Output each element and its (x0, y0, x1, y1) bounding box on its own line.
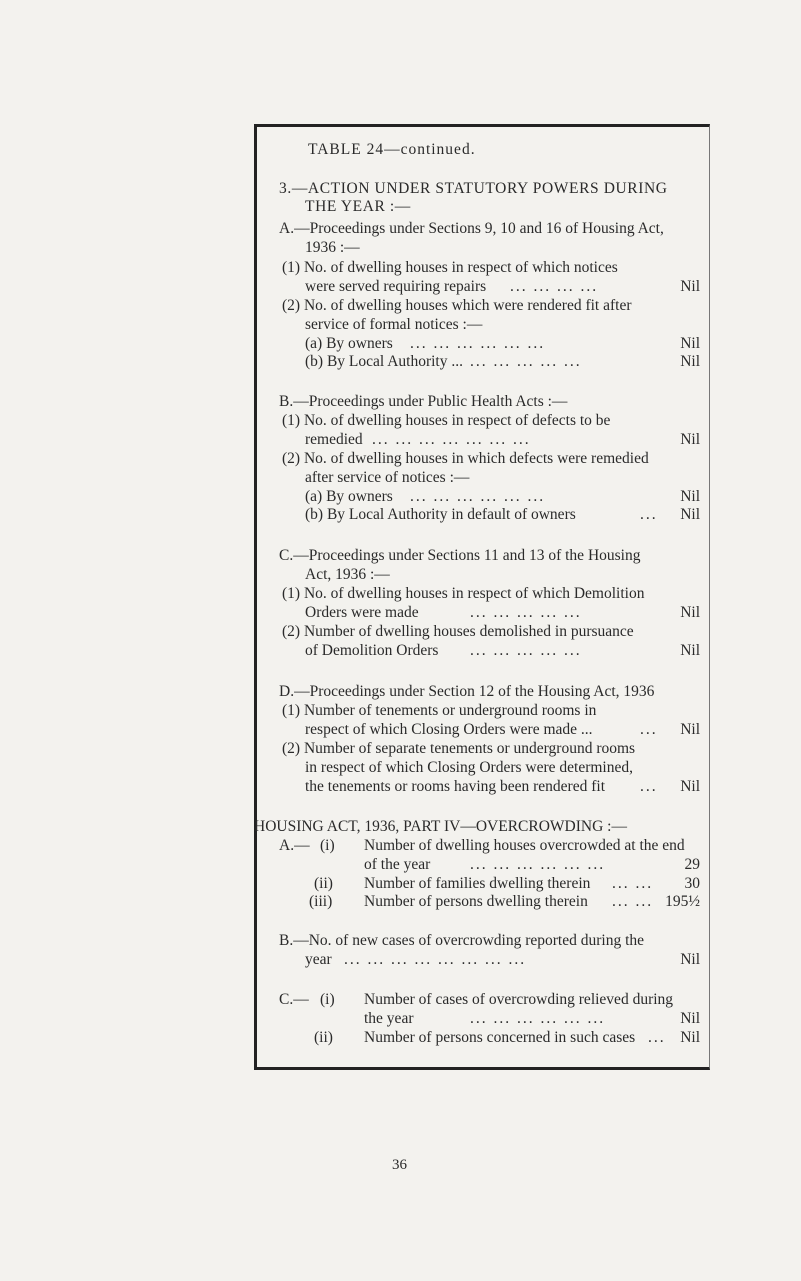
housing-b-value: Nil (680, 951, 700, 968)
a-item-2-line-2: service of formal notices :— (305, 316, 483, 333)
housing-a-label: A.— (279, 837, 310, 854)
leader-dots: ... (640, 506, 658, 523)
leader-dots: ... ... ... ... ... ... (410, 335, 546, 352)
housing-b-line-2: year (305, 951, 332, 968)
b-item-2b-label: (b) By Local Authority in default of owners (305, 506, 576, 523)
b-item-1-line-1: (1) No. of dwelling houses in respect of defects to be (282, 412, 611, 429)
c-item-1-value: Nil (680, 604, 700, 621)
subsection-b-heading: B.—Proceedings under Public Health Acts :— (279, 393, 568, 410)
housing-a-iii-num: (iii) (309, 893, 333, 910)
b-item-2-line-2: after service of notices :— (305, 469, 470, 486)
leader-dots: ... (648, 1029, 666, 1046)
section-heading-cont: THE YEAR :— (305, 198, 411, 215)
subsection-d-heading: D.—Proceedings under Section 12 of the Housing Act, 1936 (279, 683, 655, 700)
housing-c-ii-value: Nil (680, 1029, 700, 1046)
housing-b-line-1: B.—No. of new cases of overcrowding reported during the (279, 932, 645, 949)
housing-a-i-line-2: of the year (364, 856, 431, 873)
leader-dots: ... (640, 778, 658, 795)
leader-dots: ... ... ... ... (510, 278, 599, 295)
d-item-1-value: Nil (680, 721, 700, 738)
leader-dots: ... ... ... ... ... ... ... ... (344, 951, 527, 968)
a-item-2-line-1: (2) No. of dwelling houses which were rendered fit after (282, 297, 632, 314)
housing-a-i-num: (i) (320, 837, 335, 854)
d-item-2-line-2: in respect of which Closing Orders were determined, (305, 759, 633, 776)
a-item-2b-label: (b) By Local Authority ... (305, 353, 463, 370)
b-item-2a-label: (a) By owners (305, 488, 393, 505)
a-item-1-line-1: (1) No. of dwelling houses in respect of which notices (282, 259, 618, 276)
subsection-c-heading: C.—Proceedings under Sections 11 and 13 of the Housing (279, 547, 641, 564)
housing-a-ii-value: 30 (684, 875, 700, 892)
b-item-1-value: Nil (680, 431, 700, 448)
housing-c-ii-num: (ii) (314, 1029, 333, 1046)
leader-dots: ... ... ... ... ... ... (410, 488, 546, 505)
a-item-2a-value: Nil (680, 335, 700, 352)
b-item-2b-value: Nil (680, 506, 700, 523)
b-item-1-line-2: remedied (305, 431, 363, 448)
housing-a-ii-label: Number of families dwelling therein (364, 875, 591, 892)
d-item-1-line-1: (1) Number of tenements or underground rooms in (282, 702, 597, 719)
leader-dots: ... ... ... ... ... (470, 604, 582, 621)
leader-dots: ... ... ... ... ... (470, 353, 582, 370)
housing-c-ii-label: Number of persons concerned in such cases (364, 1029, 636, 1046)
subsection-a-heading: A.—Proceedings under Sections 9, 10 and 16 of Housing Act, (279, 220, 664, 237)
housing-a-i-value: 29 (684, 856, 700, 873)
leader-dots: ... ... ... ... ... (470, 642, 582, 659)
housing-heading: HOUSING ACT, 1936, PART IV—OVERCROWDING :— (254, 818, 627, 835)
page-number: 36 (392, 1157, 407, 1173)
c-item-2-line-2: of Demolition Orders (305, 642, 439, 659)
a-item-1-value: Nil (680, 278, 700, 295)
c-item-1-line-1: (1) No. of dwelling houses in respect of which Demolition (282, 585, 645, 602)
b-item-2-line-1: (2) No. of dwelling houses in which defects were remedied (282, 450, 649, 467)
table-heading: TABLE 24—continued. (308, 141, 476, 158)
leader-dots: ... ... ... ... ... ... ... (372, 431, 531, 448)
leader-dots: ... (640, 721, 658, 738)
housing-c-label: C.— (279, 991, 309, 1008)
d-item-2-value: Nil (680, 778, 700, 795)
subsection-c-heading-cont: Act, 1936 :— (305, 566, 390, 583)
leader-dots: ... ... (612, 875, 654, 892)
c-item-2-line-1: (2) Number of dwelling houses demolished in pursuance (282, 623, 634, 640)
a-item-2a-label: (a) By owners (305, 335, 393, 352)
subsection-a-heading-cont: 1936 :— (305, 239, 360, 256)
d-item-2-line-1: (2) Number of separate tenements or underground rooms (282, 740, 636, 757)
housing-a-iii-label: Number of persons dwelling therein (364, 893, 588, 910)
leader-dots: ... ... (612, 893, 654, 910)
c-item-2-value: Nil (680, 642, 700, 659)
c-item-1-line-2: Orders were made (305, 604, 419, 621)
housing-c-i-line-2: the year (364, 1010, 414, 1027)
housing-c-i-value: Nil (680, 1010, 700, 1027)
leader-dots: ... ... ... ... ... ... (470, 1010, 606, 1027)
a-item-1-line-2: were served requiring repairs (305, 278, 487, 295)
a-item-2b-value: Nil (680, 353, 700, 370)
d-item-1-line-2: respect of which Closing Orders were made ... (305, 721, 593, 738)
section-heading: 3.—ACTION UNDER STATUTORY POWERS DURING (279, 180, 668, 197)
d-item-2-line-3: the tenements or rooms having been rendered fit (305, 778, 605, 795)
housing-a-iii-value: 195½ (665, 893, 700, 910)
housing-a-i-line-1: Number of dwelling houses overcrowded at the end (364, 837, 685, 854)
housing-c-i-line-1: Number of cases of overcrowding relieved during (364, 991, 674, 1008)
leader-dots: ... ... ... ... ... ... (470, 856, 606, 873)
housing-c-i-num: (i) (320, 991, 335, 1008)
b-item-2a-value: Nil (680, 488, 700, 505)
housing-a-ii-num: (ii) (314, 875, 333, 892)
